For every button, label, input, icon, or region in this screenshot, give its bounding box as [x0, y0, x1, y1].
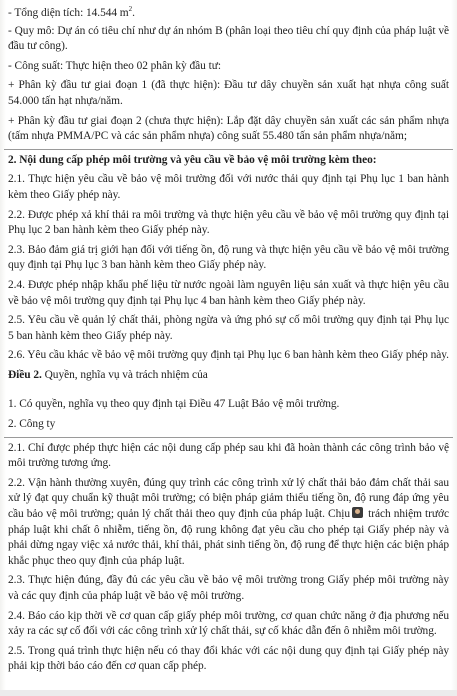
- total-area-line: [8, 6, 449, 22]
- item-2-3-paragraph: 2.3. Bảo đảm giá trị giới hạn đối với tiếng ồn, độ rung và thực hiện yêu cầu về bảo vệ môi trường quy định tại Phụ lục 3 ban hành kèm theo Giấy phép này.: [8, 243, 449, 272]
- item-2-1-paragraph: 2.1. Thực hiện yêu cầu về bảo vệ môi trường đối với nước thải quy định tại Phụ lục 1 ban hành kèm theo Giấy phép này.: [8, 173, 449, 201]
- page-bottom-edge: [0, 690, 457, 696]
- scale-paragraph: - Quy mô: Dự án có tiêu chí như dự án nhóm B (phân loại theo tiêu chí quy định của pháp luật về đầu tư công).: [8, 24, 449, 53]
- right-1-paragraph: 1. Có quyền, nghĩa vụ theo quy định tại Điều 47 Luật Bảo vệ môi trường.: [8, 398, 340, 411]
- duty-2-2-paragraph: [8, 476, 449, 570]
- item-2-6-paragraph: 2.6. Yêu cầu khác về bảo vệ môi trường quy định tại Phụ lục 6 ban hành kèm theo Giấy phép này.: [8, 349, 449, 362]
- area-unit-superscript: 2: [128, 5, 133, 14]
- phase2-paragraph: + Phân kỳ đầu tư giai đoạn 2 (chưa thực hiện): Lắp đặt dây chuyền sản xuất các sản phẩm nhựa (tấm nhựa PMMA/PC và các sản phẩm nhựa) công suất 55.480 tấn sản phẩm nhựa/năm;: [8, 114, 449, 143]
- duty-2-2-text-start: 2.2. Vận hành thường xuyên, đúng quy trình các công trình xử lý chất thải bảo đảm chất thải sau xử lý đạt quy chuẩn kỹ thuật môi trường; có biện pháp giảm thiểu tiếng ồn, độ rung đáp ứng yêu cầu bảo vệ môi trường; quản lý chất thải theo quy định của pháp luật. Chịu: [8, 476, 449, 521]
- capacity-paragraph: - Công suất: Thực hiện theo 02 phân kỳ đầu tư:: [8, 59, 221, 72]
- article2-title: Quyền, nghĩa vụ và trách nhiệm của: [41, 368, 208, 381]
- article2-number: Điều 2.: [8, 368, 42, 381]
- right-2-paragraph: 2. Công ty: [8, 418, 56, 431]
- duty-2-2-text-end: trách nhiệm trước pháp luật khi chất ô nhiễm, tiếng ồn, độ rung không đạt yêu cầu cho phép tại Giấy phép này và phải dừng ngay việc xả nước thải, khí thải, phát sinh tiếng ồn, độ rung để thực hiện các biện pháp khắc phục theo quy định của pháp luật.: [8, 508, 449, 567]
- duty-2-5-paragraph: 2.5. Trong quá trình thực hiện nếu có thay đổi khác với các nội dung quy định tại Giấy phép này phải kịp thời báo cáo đến cơ quan cấp phép.: [8, 644, 449, 673]
- section-divider: [4, 149, 453, 150]
- duty-2-1-paragraph: 2.1. Chỉ được phép thực hiện các nội dung cấp phép sau khi đã hoàn thành các công trình bảo vệ môi trường tương ứng.: [8, 441, 449, 470]
- duty-divider: [4, 437, 453, 438]
- duty-2-4-paragraph: 2.4. Báo cáo kịp thời về cơ quan cấp giấy phép môi trường, cơ quan chức năng ở địa phương nếu xảy ra các sự cố đối với các công trình xử lý chất thải, sự cố khác dẫn đến ô nhiễm môi trường.: [8, 609, 449, 638]
- item-2-2-paragraph: 2.2. Được phép xả khí thải ra môi trường và thực hiện yêu cầu về bảo vệ môi trường quy định tại Phụ lục 2 ban hành kèm theo Giấy phép này.: [8, 208, 449, 237]
- total-area-text: - Tổng diện tích: 14.544 m: [8, 7, 129, 19]
- item-2-5-paragraph: 2.5. Yêu cầu về quản lý chất thải, phòng ngừa và ứng phó sự cố môi trường quy định tại Phụ lục 5 ban hành kèm theo Giấy phép này.: [8, 314, 449, 342]
- total-area-tail: .: [132, 7, 135, 19]
- phase1-paragraph: + Phân kỳ đầu tư giai đoạn 1 (đã thực hiện): Đầu tư dây chuyền sản xuất hạt nhựa công suất 54.000 tấn hạt nhựa/năm.: [8, 79, 449, 107]
- article2-heading: [8, 368, 449, 384]
- item-2-4-paragraph: 2.4. Được phép nhập khẩu phế liệu từ nước ngoài làm nguyên liệu sản xuất và thực hiện yêu cầu về bảo vệ môi trường quy định tại Phụ lục 4 ban hành kèm theo Giấy phép này.: [8, 278, 449, 307]
- section2-heading: 2. Nội dung cấp phép môi trường và yêu cầu về bảo vệ môi trường kèm theo:: [8, 153, 377, 166]
- duty-2-3-paragraph: 2.3. Thực hiện đúng, đầy đủ các yêu cầu về bảo vệ môi trường trong Giấy phép môi trường này và các quy định của pháp luật về bảo vệ môi trường.: [8, 574, 449, 602]
- user-avatar-icon: [352, 507, 363, 518]
